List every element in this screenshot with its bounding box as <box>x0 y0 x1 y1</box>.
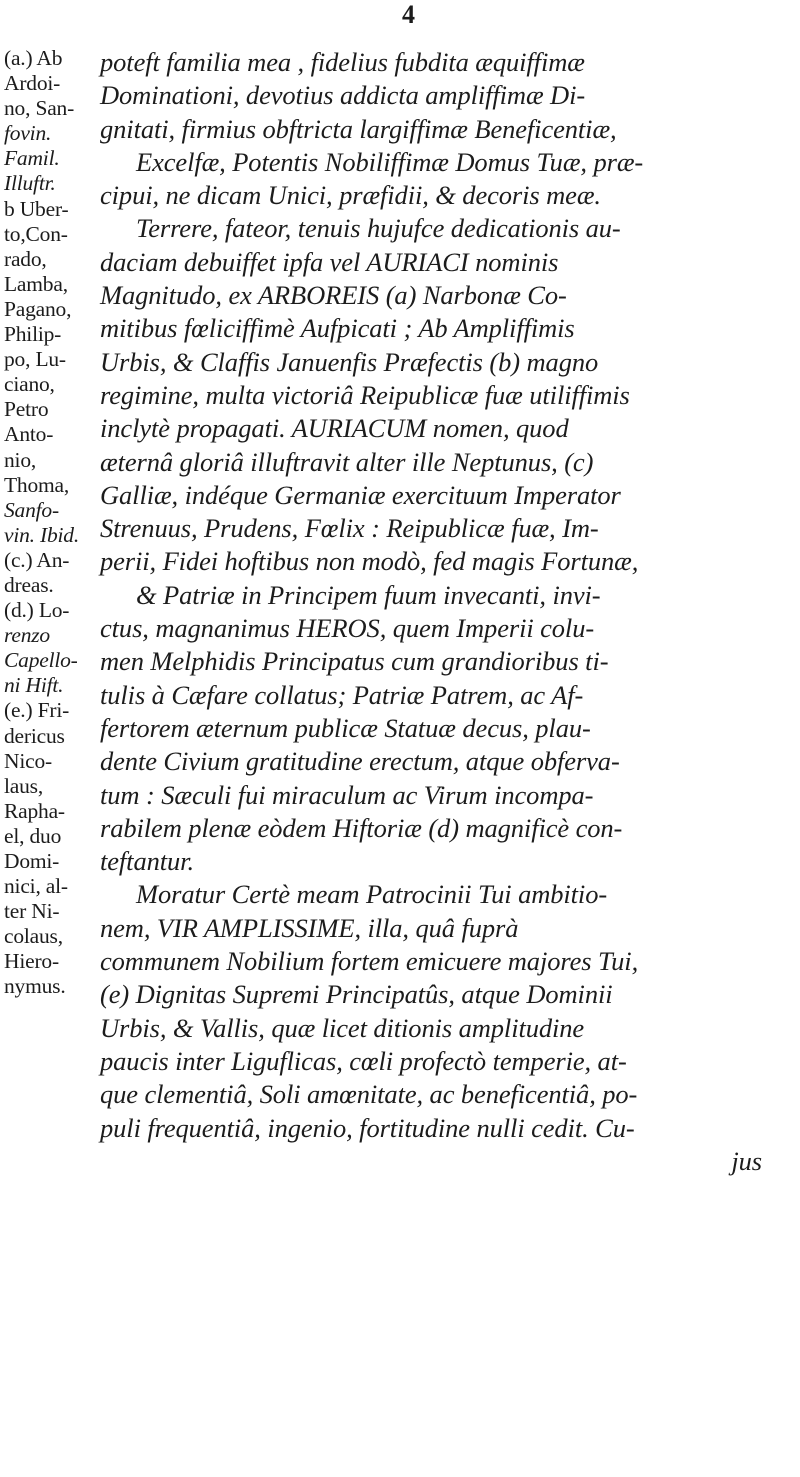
body-text-line: Urbis, & Vallis, quæ licet ditionis amplitudine <box>100 1012 585 1043</box>
body-text-line: Urbis, & Claffis Januenfis Præfectis (b) magno <box>100 346 599 377</box>
margin-notes <box>4 46 96 1000</box>
body-text-line: regimine, multa victoriâ Reipublicæ fuæ utiliffimis <box>100 379 630 410</box>
body-text-line: Moratur Certè meam Patrocinii Tui ambitio- <box>136 879 608 910</box>
body-text-line: (e) Dignitas Supremi Principatûs, atque Dominii <box>100 979 613 1010</box>
margin-note-line: Illuftr. <box>4 171 56 196</box>
body-text-line: que clementiâ, Soli amœnitate, ac beneficentiâ, po- <box>100 1079 638 1110</box>
body-text-line: inclytè propagati. AURIACUM nomen, quod <box>100 413 569 444</box>
margin-note-line: to,Con- <box>4 221 68 246</box>
margin-note-line: dericus <box>4 723 65 748</box>
margin-note-line: po, Lu- <box>4 347 66 372</box>
margin-note-line: rado, <box>4 246 47 271</box>
body-text-line: Magnitudo, ex ARBOREIS (a) Narbonæ Co- <box>100 280 567 311</box>
margin-note-line: ni Hift. <box>4 673 64 698</box>
body-text-line: nem, VIR AMPLISSIME, illa, quâ fuprà <box>100 912 519 943</box>
margin-note-line: dreas. <box>4 572 54 597</box>
body-text-line: æternâ gloriâ illuftravit alter ille Neptunus, (c) <box>100 446 594 477</box>
body-text-line: communem Nobilium fortem emicuere majores Tui, <box>100 946 639 977</box>
body-text <box>100 46 792 1178</box>
body-text-line: ctus, magnanimus HEROS, quem Imperii colu- <box>100 613 595 644</box>
body-text-line: jus <box>731 1145 762 1176</box>
margin-note-line: Ardoi- <box>4 71 61 96</box>
margin-note-line: ciano, <box>4 372 55 397</box>
margin-note-line: Famil. <box>4 146 60 171</box>
body-text-line: paucis inter Liguflicas, cœli profectò temperie, at- <box>100 1045 627 1076</box>
margin-note-line: el, duo <box>4 823 62 848</box>
body-text-line: men Melphidis Principatus cum grandioribus ti- <box>100 646 609 677</box>
margin-note-line: b Uber- <box>4 196 69 221</box>
margin-note-line: vin. Ibid. <box>4 522 80 547</box>
margin-note-line: Pagano, <box>4 296 72 321</box>
body-text-line: poteft familia mea , fidelius fubdita æquiffimæ <box>100 47 585 77</box>
body-text-line: perii, Fidei hoftibus non modò, fed magis Fortunæ, <box>100 546 639 577</box>
margin-note-line: colaus, <box>4 924 63 949</box>
margin-note-line: Petro <box>4 397 49 422</box>
body-text-line: puli frequentiâ, ingenio, fortitudine nulli cedit. Cu- <box>100 1112 635 1143</box>
margin-note-line: (e.) Fri- <box>4 698 70 723</box>
body-text-line: Terrere, fateor, tenuis hujufce dedicationis au- <box>136 213 621 244</box>
margin-note-line: Thoma, <box>4 472 70 497</box>
margin-note-line: laus, <box>4 773 44 798</box>
body-text-line: Strenuus, Prudens, Fœlix : Reipublicæ fuæ, Im- <box>100 513 599 544</box>
body-text-line: cipui, ne dicam Unici, præfidii, & decoris meæ. <box>100 180 601 211</box>
body-text-line: & Patriæ in Principem fuum invecanti, invi- <box>136 579 601 610</box>
margin-note-line: fovin. <box>4 121 52 146</box>
margin-note-line: Hiero- <box>4 949 59 974</box>
body-text-line: Galliæ, indéque Germaniæ exercituum Imperator <box>100 479 621 510</box>
margin-note-line: Rapha- <box>4 798 65 823</box>
margin-note-line: renzo <box>4 623 50 648</box>
body-text-line: fertorem æternum publicæ Statuæ decus, plau- <box>100 712 591 743</box>
margin-note-line: nio, <box>4 447 37 472</box>
margin-note-line: nici, al- <box>4 874 68 899</box>
body-text-line: gnitati, firmius obftricta largiffimæ Beneficentiæ, <box>100 113 617 144</box>
body-text-line: daciam debuiffet ipfa vel AURIACI nominis <box>100 246 559 277</box>
body-text-line: Dominationi, devotius addicta ampliffimæ Di- <box>100 80 586 111</box>
margin-note-line: Capello- <box>4 648 78 673</box>
body-text-line: Excelfæ, Potentis Nobiliffimæ Domus Tuæ, præ- <box>136 146 644 177</box>
body-text-line: tulis à Cæfare collatus; Patriæ Patrem, ac Af- <box>100 679 584 710</box>
margin-note-line: Lamba, <box>4 271 68 296</box>
page-number: 4 <box>402 0 415 29</box>
margin-note-line: ter Ni- <box>4 899 60 924</box>
body-text-line: dente Civium gratitudine erectum, atque obferva- <box>100 746 620 777</box>
margin-note-line: Nico- <box>4 748 52 773</box>
margin-note-line: Sanfo- <box>4 497 59 522</box>
body-text-line: tum : Sæculi fui miraculum ac Virum incompa- <box>100 779 594 810</box>
margin-note-line: no, San- <box>4 96 75 121</box>
margin-note-line: (d.) Lo- <box>4 598 70 623</box>
body-text-line: mitibus fœliciffimè Aufpicati ; Ab Ampliffimis <box>100 313 575 344</box>
margin-note-line: (c.) An- <box>4 547 70 572</box>
body-text-line: teftantur. <box>100 846 194 877</box>
margin-note-line: Anto- <box>4 422 54 447</box>
margin-note-line: Domi- <box>4 849 60 873</box>
margin-note-line: (a.) Ab <box>4 46 63 70</box>
body-text-line: rabilem plenæ eòdem Hiftoriæ (d) magnificè con- <box>100 812 623 843</box>
margin-note-line: Philip- <box>4 322 62 347</box>
margin-note-line: nymus. <box>4 974 66 999</box>
